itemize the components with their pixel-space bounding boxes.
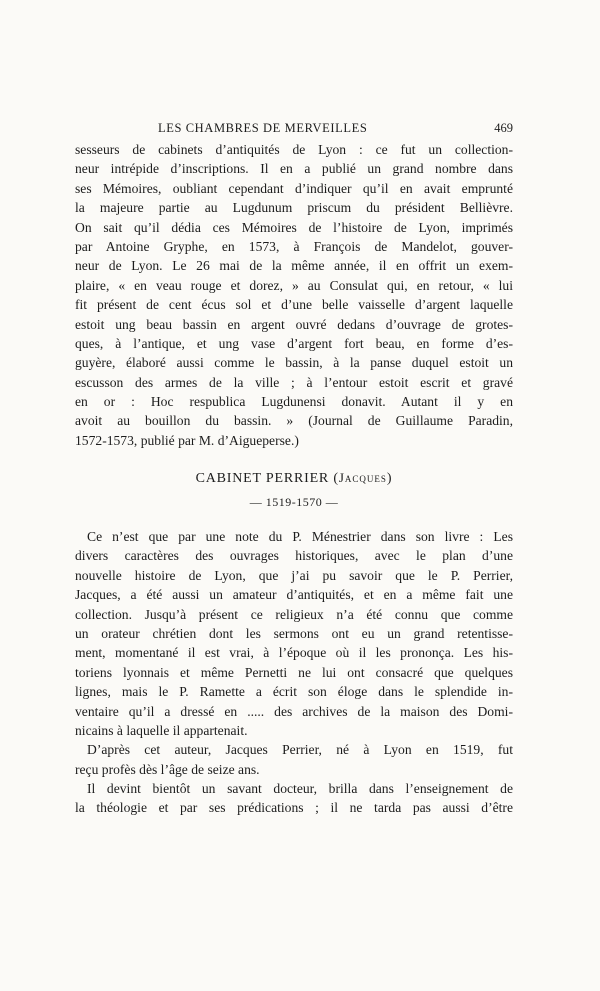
text-line: avoit au bouillon du bassin. » (Journal de Guillaume Paradin, bbox=[75, 413, 513, 429]
text-line: par Antoine Gryphe, en 1573, à François de Mandelot, gouver- bbox=[75, 238, 513, 254]
text-line: guyère, élaboré aussi comme le bassin, à la panse duquel estoit un bbox=[75, 355, 513, 371]
heading-close: ) bbox=[386, 471, 393, 486]
text-line: Ce n’est que par une note du P. Ménestrier dans son livre : Les bbox=[87, 529, 513, 544]
text-line: estoit ung beau bassin en argent ouvré dedans d’ouvrage de grotes- bbox=[75, 316, 513, 332]
page-number: 469 bbox=[494, 121, 513, 135]
text-line: Jacques, a été aussi un amateur d’antiquités, et en a même fait une bbox=[75, 587, 513, 603]
heading-main: CABINET PERRIER ( bbox=[195, 471, 339, 486]
text-line: ques, à l’antique, et ung vase d’argent fort beau, en forme d’es- bbox=[75, 335, 513, 351]
text-line: toriens lyonnais et même Pernetti ne lui ont consacré que quelques bbox=[75, 664, 513, 680]
text-line: divers caractères des ouvrages historiques, avec le plan d’une bbox=[75, 548, 513, 564]
text-line: collection. Jusqu’à présent ce religieux n’a été connu que comme bbox=[75, 606, 513, 622]
text-line: fit présent de cent écus sol et d’une belle vaisselle d’argent laquelle bbox=[75, 297, 513, 313]
text-line: 1572-1573, publié par M. d’Aigueperse.) bbox=[75, 432, 299, 448]
text-line: reçu profès dès l’âge de seize ans. bbox=[75, 761, 260, 777]
text-line: neur intrépide d’inscriptions. Il en a publié un grand nombre dans bbox=[75, 161, 513, 177]
text-line: neur de Lyon. Le 26 mai de la même année, il en offrit un exem- bbox=[75, 258, 513, 274]
heading-name: Jacques bbox=[338, 470, 387, 485]
paragraph-body bbox=[75, 527, 513, 818]
text-line: On sait qu’il dédia ces Mémoires de l’histoire de Lyon, imprimés bbox=[75, 219, 513, 235]
text-line: plaire, « en veau rouge et dorez, » au Consulat qui, en retour, « lui bbox=[75, 277, 513, 293]
running-head-title: LES CHAMBRES DE MERVEILLES bbox=[158, 121, 368, 135]
text-line: D’après cet auteur, Jacques Perrier, né à Lyon en 1519, fut bbox=[87, 742, 513, 758]
section-dates: — 1519-1570 — bbox=[249, 495, 339, 509]
text-line: lignes, mais le P. Ramette a écrit son éloge dans le splendide in- bbox=[75, 684, 513, 700]
paragraph-continued bbox=[75, 140, 513, 450]
text-line: ment, momentané il est vrai, à l’époque où il les prononça. Les his- bbox=[75, 645, 513, 661]
text-line: un orateur chrétien dont les sermons ont eu un grand retentisse- bbox=[75, 625, 513, 641]
text-line: nouvelle histoire de Lyon, que j’ai pu savoir que le P. Perrier, bbox=[75, 567, 513, 583]
text-line: la théologie et par ses prédications ; il ne tarda pas aussi d’être bbox=[75, 800, 513, 816]
text-line: Il devint bientôt un savant docteur, brilla dans l’enseignement de bbox=[87, 781, 513, 797]
text-line: sesseurs de cabinets d’antiquités de Lyon : ce fut un collection- bbox=[75, 142, 513, 157]
running-head bbox=[75, 121, 513, 137]
text-line: la majeure partie au Lugdunum priscum du président Bellièvre. bbox=[75, 200, 513, 216]
text-line: ventaire qu’il a dressé en ..... des archives de la maison des Domi- bbox=[75, 703, 513, 719]
section-heading bbox=[75, 470, 513, 487]
text-line: escusson des armes de la ville ; à l’entour estoit escrit et gravé bbox=[75, 374, 513, 390]
text-line: nicains à laquelle il appartenait. bbox=[75, 722, 248, 738]
text-line: ses Mémoires, oubliant cependant d’indiquer qu’il en avait emprunté bbox=[75, 180, 513, 196]
text-line: en or : Hoc respublica Lugdunensi donavit. Autant il y en bbox=[75, 394, 513, 410]
